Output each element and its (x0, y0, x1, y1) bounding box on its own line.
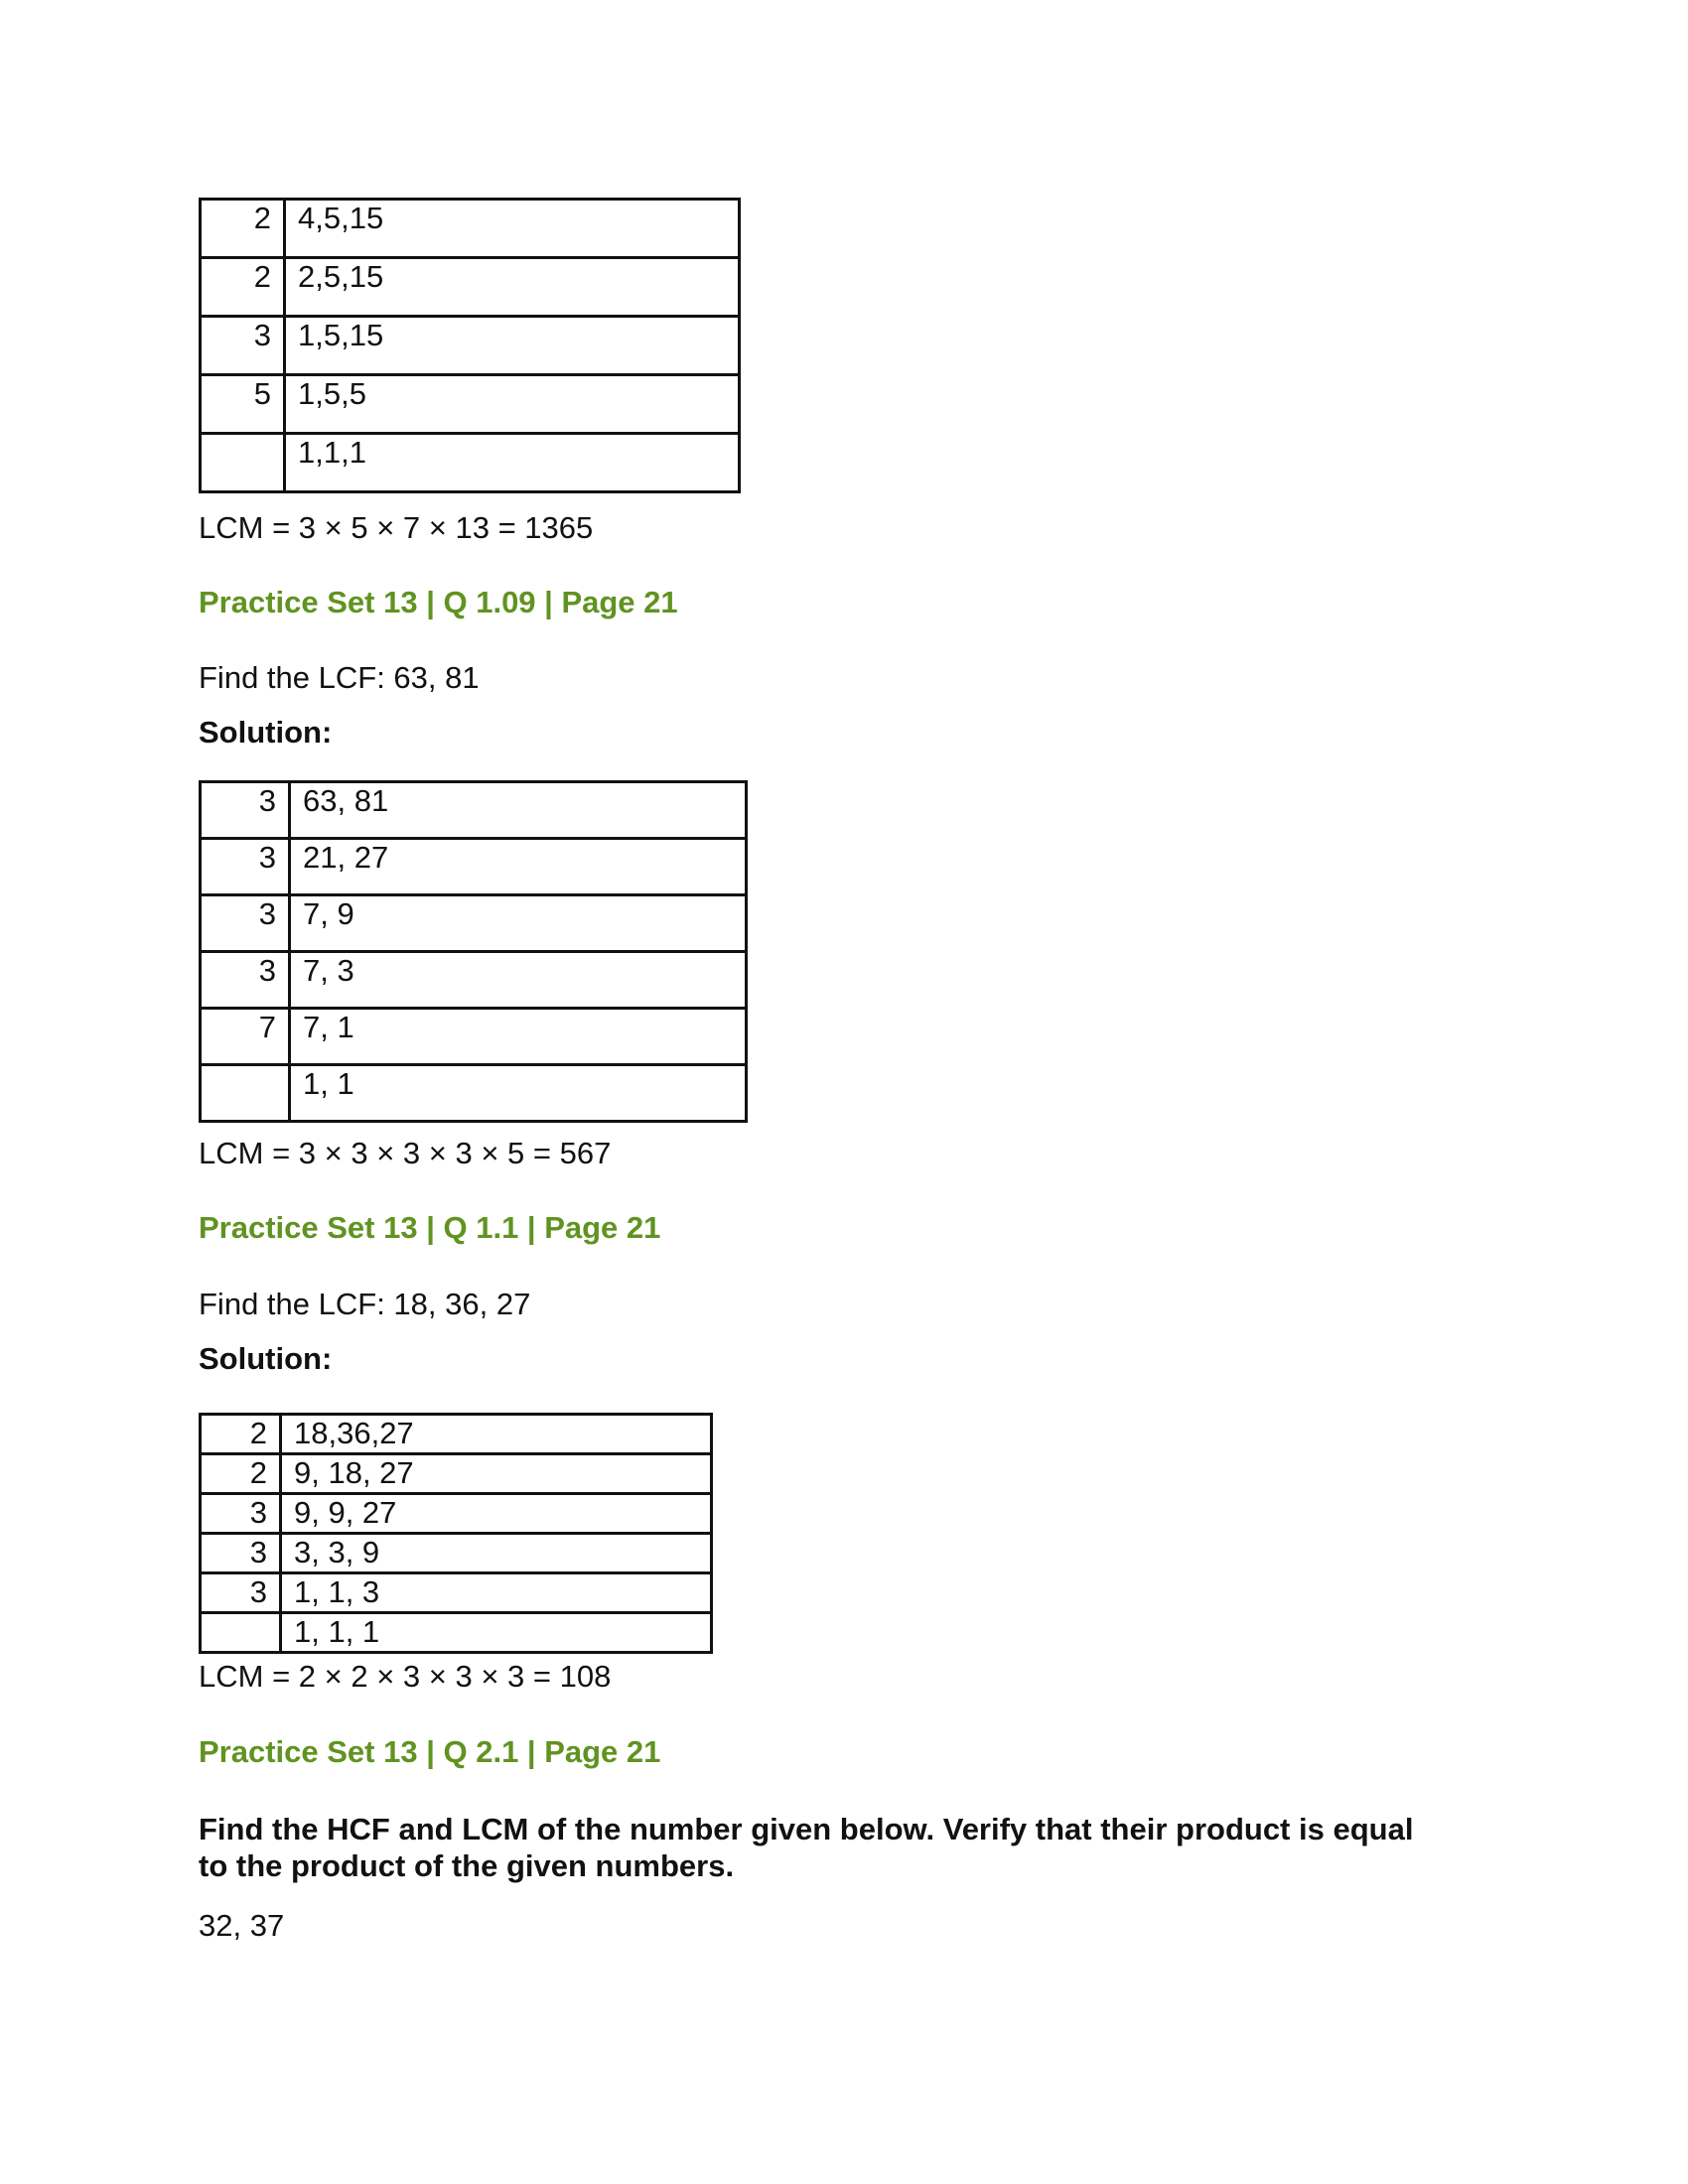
question-text-q1-1: Find the LCF: 18, 36, 27 (199, 1287, 531, 1321)
values-cell: 63, 81 (290, 782, 747, 839)
section-heading-q1-09: Practice Set 13 | Q 1.09 | Page 21 (199, 585, 678, 619)
values-cell: 9, 9, 27 (281, 1494, 712, 1534)
table-row (201, 375, 740, 434)
divisor-cell: 3 (201, 839, 290, 895)
divisor-cell: 3 (201, 1573, 281, 1613)
table-row (201, 200, 740, 258)
values-cell: 1,1,1 (285, 434, 740, 492)
divisor-cell (201, 434, 285, 492)
divisor-cell: 2 (201, 1415, 281, 1454)
table-row (201, 1454, 712, 1494)
values-cell: 18,36,27 (281, 1415, 712, 1454)
divisor-cell: 3 (201, 317, 285, 375)
division-table-1 (199, 198, 741, 493)
lcm-result-1: LCM = 3 × 5 × 7 × 13 = 1365 (199, 510, 594, 545)
table-row (201, 895, 747, 952)
divisor-cell: 3 (201, 1494, 281, 1534)
table-row (201, 1534, 712, 1573)
table-row (201, 1009, 747, 1065)
values-cell: 7, 3 (290, 952, 747, 1009)
values-cell: 4,5,15 (285, 200, 740, 258)
table-row (201, 782, 747, 839)
values-cell: 1, 1 (290, 1065, 747, 1122)
question-text-q1-09: Find the LCF: 63, 81 (199, 660, 480, 695)
section-heading-q1-1: Practice Set 13 | Q 1.1 | Page 21 (199, 1210, 661, 1245)
divisor-cell (201, 1613, 281, 1653)
table-row (201, 1613, 712, 1653)
values-cell: 3, 3, 9 (281, 1534, 712, 1573)
divisor-cell (201, 1065, 290, 1122)
table-row (201, 434, 740, 492)
lcm-result-2: LCM = 3 × 3 × 3 × 3 × 5 = 567 (199, 1136, 612, 1170)
table-row (201, 1494, 712, 1534)
table-row (201, 1415, 712, 1454)
values-cell: 2,5,15 (285, 258, 740, 317)
divisor-cell: 3 (201, 1534, 281, 1573)
values-cell: 1,5,15 (285, 317, 740, 375)
division-table-2 (199, 780, 748, 1123)
divisor-cell: 2 (201, 1454, 281, 1494)
table-row (201, 1573, 712, 1613)
lcm-result-3: LCM = 2 × 2 × 3 × 3 × 3 = 108 (199, 1659, 612, 1694)
values-cell: 1, 1, 1 (281, 1613, 712, 1653)
table-row (201, 952, 747, 1009)
table-row (201, 839, 747, 895)
divisor-cell: 5 (201, 375, 285, 434)
values-cell: 1,5,5 (285, 375, 740, 434)
table-row (201, 258, 740, 317)
table-row (201, 1065, 747, 1122)
divisor-cell: 2 (201, 200, 285, 258)
table-row (201, 317, 740, 375)
values-cell: 1, 1, 3 (281, 1573, 712, 1613)
divisor-cell: 3 (201, 782, 290, 839)
divisor-cell: 7 (201, 1009, 290, 1065)
divisor-cell: 3 (201, 895, 290, 952)
question-text-q2-1: Find the HCF and LCM of the number given below. Verify that their product is equal to the product of the given numbers. (199, 1812, 1414, 1883)
solution-label-q1-09: Solution: (199, 715, 333, 750)
values-cell: 7, 1 (290, 1009, 747, 1065)
section-heading-q2-1: Practice Set 13 | Q 2.1 | Page 21 (199, 1734, 661, 1769)
given-numbers-q2-1: 32, 37 (199, 1908, 285, 1943)
values-cell: 9, 18, 27 (281, 1454, 712, 1494)
values-cell: 7, 9 (290, 895, 747, 952)
values-cell: 21, 27 (290, 839, 747, 895)
divisor-cell: 2 (201, 258, 285, 317)
divisor-cell: 3 (201, 952, 290, 1009)
division-table-3 (199, 1413, 713, 1654)
solution-label-q1-1: Solution: (199, 1341, 333, 1376)
